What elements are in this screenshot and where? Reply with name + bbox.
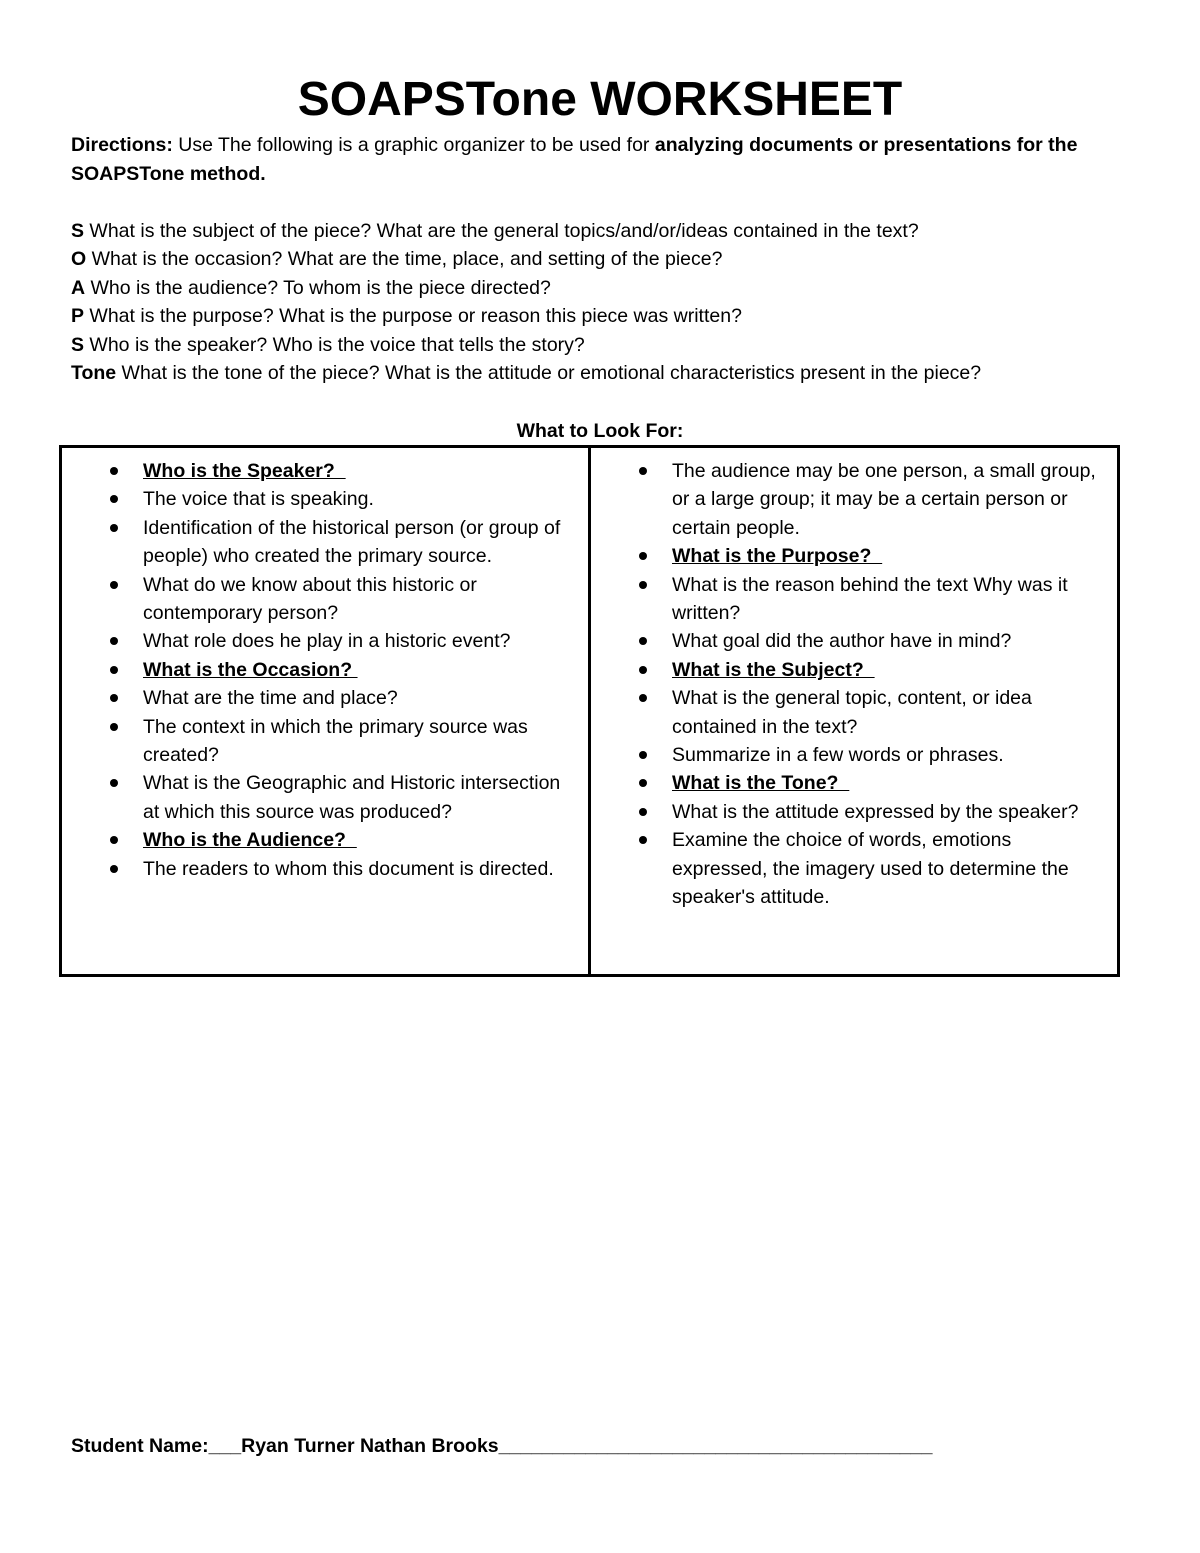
list-item: What is the attitude expressed by the speaker? — [639, 798, 1112, 826]
student-name-line: Student Name:___Ryan Turner Nathan Brooks________________________________________ — [71, 1435, 933, 1457]
right-bullet-list — [639, 457, 1117, 912]
left-column — [62, 448, 591, 974]
list-item — [110, 826, 573, 854]
directions-emphasis: analyzing documents or presentations for the SOAPSTone method. — [71, 134, 1078, 185]
definition-row — [71, 331, 1151, 359]
definition-row — [71, 217, 1151, 245]
definition-text: Who is the speaker? Who is the voice that tells the story? — [84, 333, 585, 356]
definition-key: S — [71, 333, 85, 356]
look-for-heading: What to Look For: — [516, 420, 684, 442]
list-item: Examine the choice of words, emotions expressed, the imagery used to determine the speaker's attitude. — [639, 826, 1112, 911]
directions-text: Use The following is a graphic organizer to be used for — [172, 134, 655, 156]
right-column — [591, 448, 1117, 974]
list-item — [110, 457, 573, 485]
soapstone-definitions — [71, 217, 1151, 387]
occasion-heading: What is the Occasion? — [143, 658, 358, 681]
left-bullet-list — [110, 457, 588, 883]
list-item: What is the reason behind the text Why was it written? — [639, 571, 1112, 628]
list-item — [110, 656, 573, 684]
look-for-table — [59, 445, 1120, 977]
definition-text: What is the occasion? What are the time, place, and setting of the piece? — [86, 248, 723, 271]
worksheet-title: SOAPSTone WORKSHEET — [297, 73, 903, 126]
definition-row — [71, 274, 1151, 302]
list-item: What is the Geographic and Historic intersection at which this source was produced? — [110, 769, 573, 826]
list-item: What do we know about this historic or contemporary person? — [110, 571, 573, 628]
list-item: What role does he play in a historic event? — [110, 627, 573, 655]
audience-heading: Who is the Audience? — [143, 829, 357, 852]
definition-text: What is the tone of the piece? What is the attitude or emotional characteristics present in the piece? — [116, 362, 982, 385]
list-item: The context in which the primary source was created? — [110, 713, 573, 770]
definition-key: S — [71, 220, 85, 242]
definition-row — [71, 359, 1151, 387]
definition-text: What is the subject of the piece? What are the general topics/and/or/ideas contained in the text? — [84, 220, 919, 242]
definition-key: Tone — [71, 362, 117, 385]
directions-paragraph — [71, 131, 1131, 188]
definition-key: A — [71, 276, 86, 299]
directions-label: Directions: — [71, 134, 173, 156]
purpose-heading: What is the Purpose? — [672, 545, 883, 568]
definition-row — [71, 245, 1151, 273]
list-item: What is the general topic, content, or idea contained in the text? — [639, 684, 1112, 741]
definition-text: Who is the audience? To whom is the piece directed? — [85, 276, 551, 299]
list-item — [639, 769, 1112, 797]
speaker-heading: Who is the Speaker? — [143, 460, 346, 482]
list-item: The voice that is speaking. — [110, 485, 573, 513]
definition-key: P — [71, 305, 85, 328]
list-item: What goal did the author have in mind? — [639, 627, 1112, 655]
list-item — [639, 542, 1112, 570]
list-item: The audience may be one person, a small group, or a large group; it may be a certain person or certain people. — [639, 457, 1112, 542]
list-item: What are the time and place? — [110, 684, 573, 712]
tone-heading: What is the Tone? — [672, 772, 850, 795]
list-item: Identification of the historical person (or group of people) who created the primary source. — [110, 514, 573, 571]
definition-row — [71, 302, 1151, 330]
list-item: Summarize in a few words or phrases. — [639, 741, 1112, 769]
subject-heading: What is the Subject? — [672, 658, 875, 681]
list-item: The readers to whom this document is directed. — [110, 855, 573, 883]
definition-text: What is the purpose? What is the purpose or reason this piece was written? — [84, 305, 742, 328]
definition-key: O — [71, 248, 87, 271]
list-item — [639, 656, 1112, 684]
